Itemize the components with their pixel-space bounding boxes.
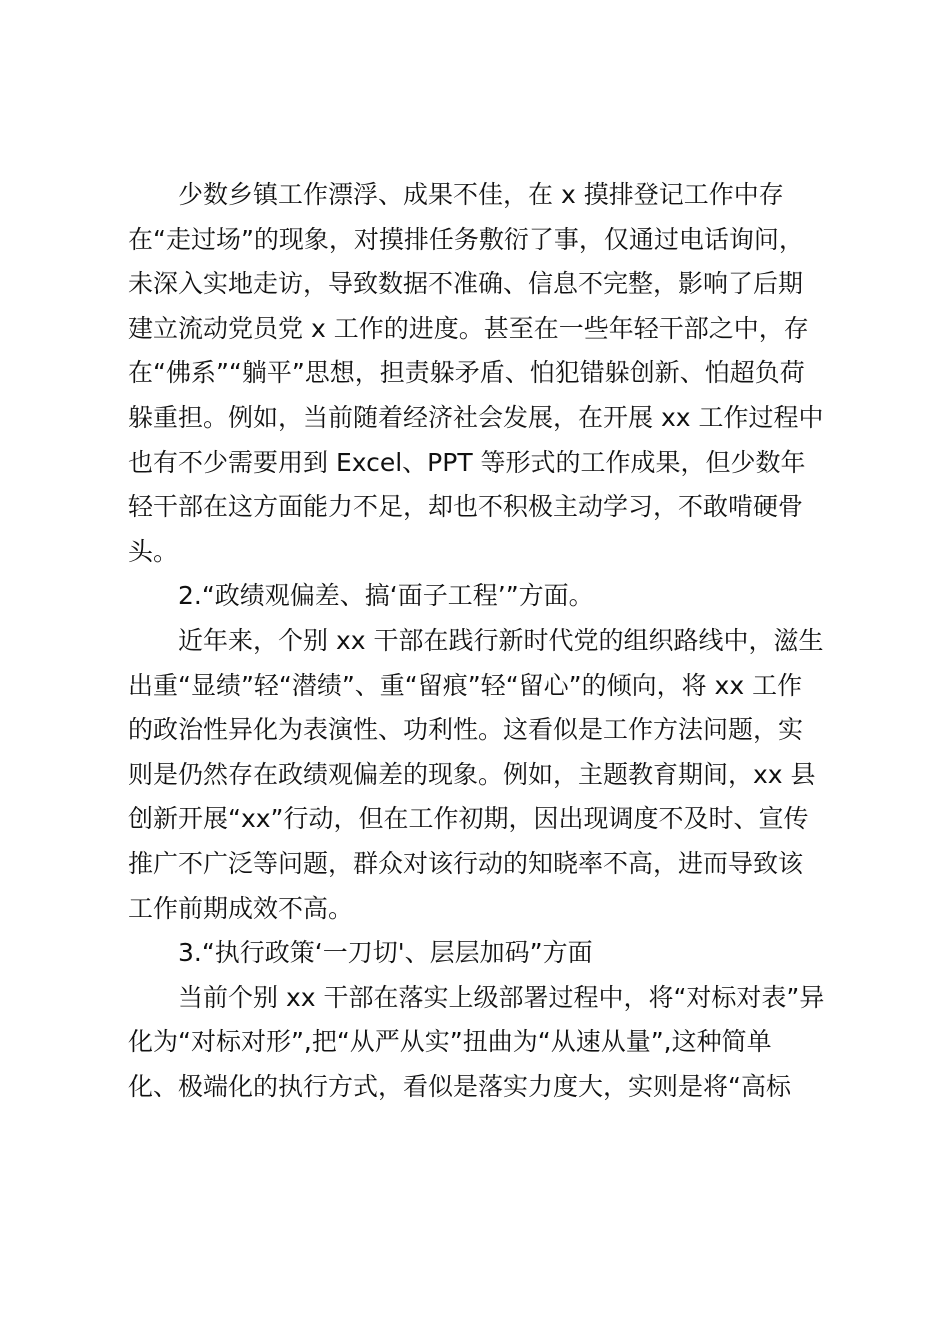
paragraph-line: 的政治性异化为表演性、功利性。这看似是工作方法问题，实 — [128, 715, 804, 745]
section-heading: 3.“执行政策‘一刀切'、层层加码”方面 — [178, 938, 593, 968]
paragraph-line: 则是仍然存在政绩观偏差的现象。例如，主题教育期间，xx 县 — [128, 759, 816, 789]
paragraph-line: 出重“显绩”轻“潜绩”、重“留痕”轻“留心”的倾向，将 xx 工作 — [128, 670, 803, 700]
paragraph-line: 近年来，个别 xx 干部在践行新时代党的组织路线中，滋生 — [178, 625, 824, 655]
paragraph-line: 推广不广泛等问题，群众对该行动的知晓率不高，进而导致该 — [128, 848, 804, 878]
paragraph-line: 头。 — [128, 536, 179, 566]
paragraph-line: 未深入实地走访，导致数据不准确、信息不完整，影响了后期 — [128, 269, 804, 299]
paragraph-line: 在“走过场”的现象，对摸排任务敷衍了事，仅通过电话询问， — [128, 224, 804, 254]
paragraph-line: 也有不少需要用到 Excel、PPT 等形式的工作成果，但少数年 — [128, 447, 806, 477]
paragraph-line: 工作前期成效不高。 — [128, 893, 354, 923]
paragraph-line: 当前个别 xx 干部在落实上级部署过程中，将“对标对表”异 — [178, 982, 825, 1012]
paragraph-line: 建立流动党员党 x 工作的进度。甚至在一些年轻干部之中，存 — [128, 313, 809, 343]
paragraph-line: 少数乡镇工作漂浮、成果不佳，在 x 摸排登记工作中存 — [178, 180, 784, 209]
paragraph-line: 创新开展“xx”行动，但在工作初期，因出现调度不及时、宣传 — [128, 804, 809, 834]
paragraph-line: 化为“对标对形”,把“从严从实”扭曲为“从速从量”,这种简单 — [128, 1027, 772, 1057]
document-body — [128, 173, 840, 1109]
paragraph-line: 躲重担。例如，当前随着经济社会发展，在开展 xx 工作过程中 — [128, 402, 824, 432]
section-heading: 2.“政绩观偏差、搞‘面子工程’”方面。 — [178, 581, 594, 611]
paragraph-line: 轻干部在这方面能力不足，却也不积极主动学习，不敢啃硬骨 — [128, 492, 804, 522]
paragraph-line: 化、极端化的执行方式，看似是落实力度大，实则是将“高标 — [128, 1071, 791, 1101]
paragraph-line: 在“佛系”“躺平”思想，担责躲矛盾、怕犯错躲创新、怕超负荷 — [128, 358, 805, 388]
